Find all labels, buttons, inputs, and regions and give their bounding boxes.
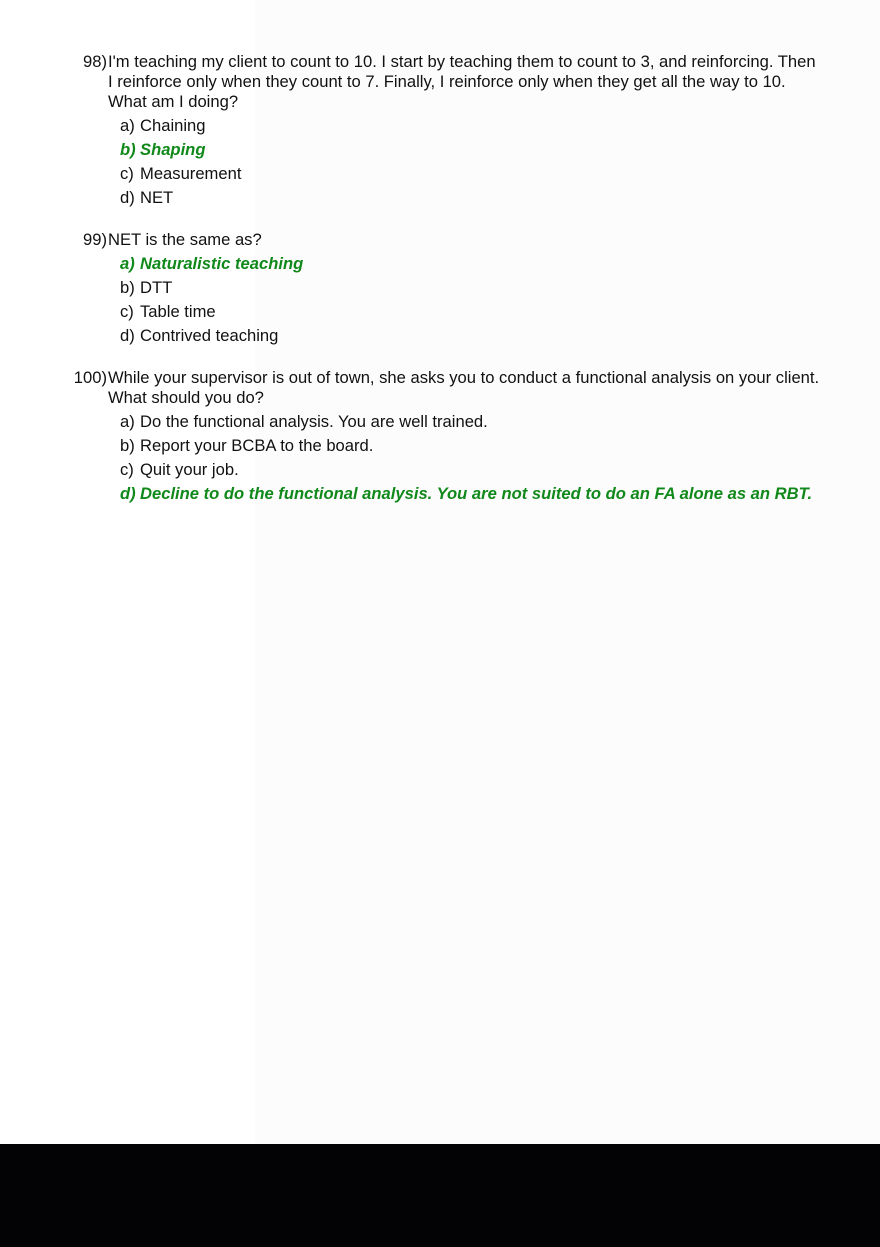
answer-option-a (120, 116, 820, 136)
option-text: Quit your job. (140, 460, 239, 479)
option-text: Do the functional analysis. You are well trained. (140, 412, 488, 431)
option-letter: b) (120, 436, 135, 455)
answer-options (60, 116, 820, 208)
option-text: NET (140, 188, 174, 207)
answer-option-c (120, 460, 820, 480)
option-letter: a) (120, 412, 135, 431)
answer-option-c (120, 302, 820, 322)
option-letter: c) (120, 164, 134, 183)
answer-option-b-correct (120, 140, 820, 160)
answer-options (60, 412, 820, 504)
option-text: Decline to do the functional analysis. You are not suited to do an FA alone as an RBT. (140, 484, 813, 503)
question-number: 99) (83, 230, 107, 249)
question-stem (60, 52, 820, 112)
answer-option-b (120, 436, 820, 456)
answer-options (60, 254, 820, 346)
option-letter: b) (120, 278, 135, 297)
option-letter: a) (120, 254, 135, 273)
answer-option-d-correct (120, 484, 820, 504)
answer-option-c (120, 164, 820, 184)
option-letter: a) (120, 116, 135, 135)
option-letter: c) (120, 302, 134, 321)
question-99 (60, 230, 820, 350)
option-letter: d) (120, 484, 136, 503)
question-text: I'm teaching my client to count to 10. I start by teaching them to count to 3, and reinforcing. Then I reinforce only when they count to 7. Finally, I reinforce only when they get all the way to 10. What am I doing? (108, 52, 816, 111)
bottom-black-band (0, 1144, 880, 1247)
option-text: Report your BCBA to the board. (140, 436, 374, 455)
question-text: While your supervisor is out of town, she asks you to conduct a functional analysis on your client. What should you do? (108, 368, 820, 407)
option-text: Contrived teaching (140, 326, 279, 345)
answer-option-d (120, 188, 820, 208)
question-stem (60, 230, 820, 250)
option-text: Naturalistic teaching (140, 254, 304, 273)
option-letter: d) (120, 326, 135, 345)
option-letter: c) (120, 460, 134, 479)
question-100 (60, 368, 820, 508)
option-text: Chaining (140, 116, 206, 135)
option-letter: b) (120, 140, 136, 159)
question-stem (60, 368, 820, 408)
answer-option-b (120, 278, 820, 298)
option-text: Measurement (140, 164, 242, 183)
question-98 (60, 52, 820, 212)
question-number: 100) (73, 368, 107, 387)
option-letter: d) (120, 188, 135, 207)
option-text: Table time (140, 302, 216, 321)
question-text: NET is the same as? (108, 230, 262, 249)
answer-option-a-correct (120, 254, 820, 274)
answer-option-a (120, 412, 820, 432)
question-number: 98) (83, 52, 107, 71)
answer-option-d (120, 326, 820, 346)
option-text: DTT (140, 278, 173, 297)
option-text: Shaping (140, 140, 206, 159)
